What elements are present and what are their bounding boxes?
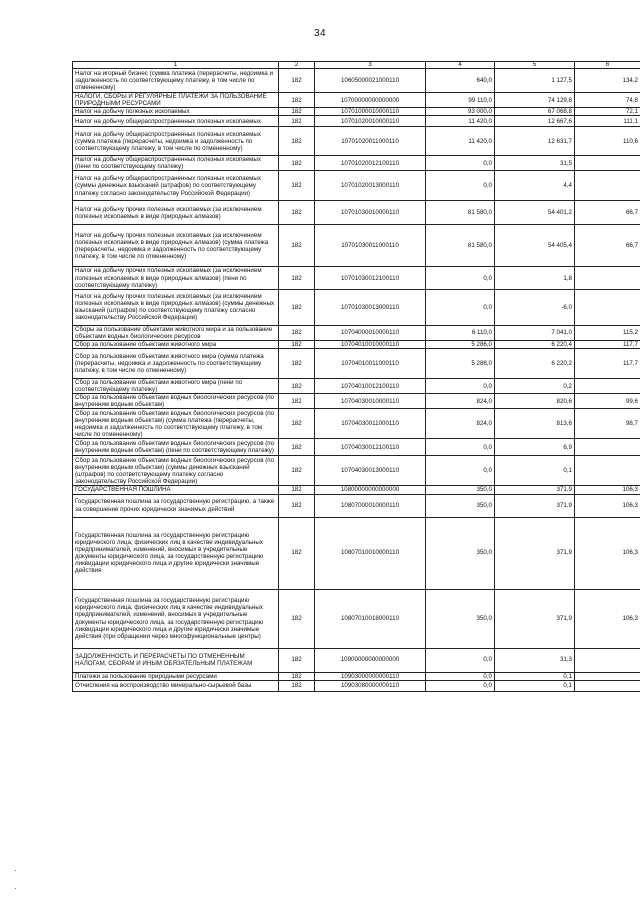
- row-percent-cell: 74,8: [575, 93, 640, 108]
- row-plan-value-cell: 640,0: [426, 69, 495, 93]
- row-budget-code-cell: 10704000010000110: [315, 325, 426, 340]
- row-actual-value-cell: 820,6: [495, 394, 575, 409]
- row-name-cell: Государственная пошлина за государственную регистрацию, а также за совершение прочих юридически значимых действий: [73, 494, 279, 517]
- row-admin-code-cell: 182: [279, 93, 315, 108]
- row-admin-code-cell: 182: [279, 201, 315, 225]
- row-name-cell: Государственная пошлина за государственную регистрацию юридического лица, физических лиц в качестве индивидуальных предпринимателей, изменений, вносимых в учредительные документы юридического лица, за государственную регистрацию ликвидации юридического лица и другие юридически значимые действия (при обращении через многофункциональные центры): [73, 589, 279, 648]
- row-actual-value-cell: 4,4: [495, 171, 575, 201]
- row-percent-cell: [575, 680, 640, 691]
- row-percent-cell: [575, 171, 640, 201]
- table-row: [73, 486, 640, 494]
- table-row: [73, 156, 640, 171]
- row-budget-code-cell: 10807010010000110: [315, 517, 426, 589]
- row-actual-value-cell: 0,1: [495, 680, 575, 691]
- table-header-row: [73, 62, 640, 69]
- row-admin-code-cell: 182: [279, 116, 315, 127]
- row-admin-code-cell: 182: [279, 409, 315, 439]
- row-budget-code-cell: 10605000021000110: [315, 69, 426, 93]
- row-budget-code-cell: 10900000000000000: [315, 648, 426, 672]
- row-name-cell: ЗАДОЛЖЕННОСТЬ И ПЕРЕРАСЧЕТЫ ПО ОТМЕНЕННЫМ НАЛОГАМ, СБОРАМ И ИНЫМ ОБЯЗАТЕЛЬНЫМ ПЛАТЕЖАМ: [73, 648, 279, 672]
- row-admin-code-cell: 182: [279, 289, 315, 325]
- row-plan-value-cell: 350,0: [426, 589, 495, 648]
- row-name-cell: Налог на добычу общераспространенных полезных ископаемых: [73, 116, 279, 127]
- row-budget-code-cell: 10701000010000110: [315, 108, 426, 116]
- table-row: [73, 289, 640, 325]
- row-plan-value-cell: 350,0: [426, 517, 495, 589]
- row-budget-code-cell: 10903000000000110: [315, 672, 426, 680]
- table-row: [73, 439, 640, 456]
- row-admin-code-cell: 182: [279, 486, 315, 494]
- table-row: [73, 69, 640, 93]
- row-plan-value-cell: 0,0: [426, 456, 495, 486]
- row-actual-value-cell: 7 041,0: [495, 325, 575, 340]
- row-budget-code-cell: 10701020012100110: [315, 156, 426, 171]
- row-name-cell: Налог на добычу общераспространенных полезных ископаемых (пени по соответствующему платежу): [73, 156, 279, 171]
- row-admin-code-cell: 182: [279, 340, 315, 348]
- row-name-cell: Налог на игорный бизнес (сумма платежа (перерасчеты, недоимка и задолженность по соответствующему платежу, в том числе по отмененному): [73, 69, 279, 93]
- table-row: [73, 171, 640, 201]
- row-name-cell: Сбор за пользование объектами водных биологических ресурсов (по внутренним водным объектам): [73, 394, 279, 409]
- row-name-cell: Налог на добычу общераспространенных полезных ископаемых (суммы денежных взысканий (штрафов) по соответствующему платежу согласно законодательству Российской Федерации): [73, 171, 279, 201]
- row-budget-code-cell: 10704030013000110: [315, 456, 426, 486]
- row-plan-value-cell: 5 286,0: [426, 349, 495, 379]
- table-row: [73, 589, 640, 648]
- row-percent-cell: [575, 267, 640, 289]
- row-plan-value-cell: 0,0: [426, 156, 495, 171]
- row-admin-code-cell: 182: [279, 672, 315, 680]
- row-percent-cell: 110,6: [575, 127, 640, 156]
- row-admin-code-cell: 182: [279, 589, 315, 648]
- row-budget-code-cell: 10800000000000000: [315, 486, 426, 494]
- row-percent-cell: [575, 156, 640, 171]
- row-name-cell: Отчисления на воспроизводство минерально-сырьевой базы: [73, 680, 279, 691]
- row-budget-code-cell: 10807010018000110: [315, 589, 426, 648]
- row-budget-code-cell: 10701030013000110: [315, 289, 426, 325]
- row-admin-code-cell: 182: [279, 69, 315, 93]
- row-admin-code-cell: 182: [279, 225, 315, 267]
- table-row: [73, 379, 640, 394]
- row-actual-value-cell: 74 129,8: [495, 93, 575, 108]
- row-plan-value-cell: 99 110,0: [426, 93, 495, 108]
- row-admin-code-cell: 182: [279, 349, 315, 379]
- row-budget-code-cell: 10807000010000110: [315, 494, 426, 517]
- row-actual-value-cell: 371,9: [495, 589, 575, 648]
- table-row: [73, 267, 640, 289]
- row-admin-code-cell: 182: [279, 494, 315, 517]
- row-percent-cell: 106,3: [575, 486, 640, 494]
- row-budget-code-cell: 10704010010000110: [315, 340, 426, 348]
- row-percent-cell: [575, 672, 640, 680]
- row-plan-value-cell: 0,0: [426, 680, 495, 691]
- row-budget-code-cell: 10701020013000110: [315, 171, 426, 201]
- row-plan-value-cell: 350,0: [426, 494, 495, 517]
- row-name-cell: Налог на добычу полезных ископаемых: [73, 108, 279, 116]
- table-row: [73, 340, 640, 348]
- row-percent-cell: 117,7: [575, 340, 640, 348]
- row-name-cell: Сборы за пользование объектами животного мира и за пользование объектами водных биологических ресурсов: [73, 325, 279, 340]
- row-actual-value-cell: 31,5: [495, 156, 575, 171]
- row-budget-code-cell: 10704010012100110: [315, 379, 426, 394]
- row-name-cell: НАЛОГИ, СБОРЫ И РЕГУЛЯРНЫЕ ПЛАТЕЖИ ЗА ПОЛЬЗОВАНИЕ ПРИРОДНЫМИ РЕСУРСАМИ: [73, 93, 279, 108]
- row-admin-code-cell: 182: [279, 439, 315, 456]
- row-plan-value-cell: 824,0: [426, 409, 495, 439]
- table-row: [73, 409, 640, 439]
- row-actual-value-cell: 67 068,8: [495, 108, 575, 116]
- row-budget-code-cell: 10704030012100110: [315, 439, 426, 456]
- row-admin-code-cell: 182: [279, 267, 315, 289]
- row-actual-value-cell: 0,2: [495, 379, 575, 394]
- row-percent-cell: [575, 456, 640, 486]
- row-percent-cell: 66,7: [575, 225, 640, 267]
- row-actual-value-cell: 54 405,4: [495, 225, 575, 267]
- table-row: [73, 394, 640, 409]
- row-budget-code-cell: 10701020011000110: [315, 127, 426, 156]
- table-row: [73, 108, 640, 116]
- row-actual-value-cell: 0,1: [495, 672, 575, 680]
- row-budget-code-cell: 10704010011000110: [315, 349, 426, 379]
- row-plan-value-cell: 5 286,0: [426, 340, 495, 348]
- row-plan-value-cell: 11 420,0: [426, 127, 495, 156]
- table-row: [73, 456, 640, 486]
- row-admin-code-cell: 182: [279, 394, 315, 409]
- row-admin-code-cell: 182: [279, 680, 315, 691]
- row-admin-code-cell: 182: [279, 156, 315, 171]
- row-actual-value-cell: 12 667,6: [495, 116, 575, 127]
- row-plan-value-cell: 93 000,0: [426, 108, 495, 116]
- row-actual-value-cell: 6 220,2: [495, 349, 575, 379]
- table-row: [73, 648, 640, 672]
- row-percent-cell: 134,2: [575, 69, 640, 93]
- row-plan-value-cell: 0,0: [426, 672, 495, 680]
- row-percent-cell: [575, 379, 640, 394]
- row-admin-code-cell: 182: [279, 171, 315, 201]
- row-budget-code-cell: 10701030011000110: [315, 225, 426, 267]
- row-percent-cell: 111,1: [575, 116, 640, 127]
- row-name-cell: Сбор за пользование объектами животного мира (пени по соответствующему платежу): [73, 379, 279, 394]
- table-row: [73, 494, 640, 517]
- row-plan-value-cell: 6 110,0: [426, 325, 495, 340]
- row-actual-value-cell: 31,3: [495, 648, 575, 672]
- row-plan-value-cell: 0,0: [426, 289, 495, 325]
- row-name-cell: Сбор за пользование объектами водных биологических ресурсов (по внутренним водным объектам) (сумма платежа (перерасчеты, недоимка и задолженность по соответствующему платежу, в том числе по отмененному): [73, 409, 279, 439]
- row-budget-code-cell: 10903080000000110: [315, 680, 426, 691]
- row-percent-cell: [575, 289, 640, 325]
- row-actual-value-cell: 371,9: [495, 486, 575, 494]
- margin-dot: ·: [14, 884, 17, 893]
- row-actual-value-cell: 6,9: [495, 439, 575, 456]
- row-name-cell: Налог на добычу прочих полезных ископаемых (за исключением полезных ископаемых в виде природных алмазов) (суммы денежных взысканий (штрафов) по соответствующему платежу согласно законодательству Российской Федерации): [73, 289, 279, 325]
- table-row: [73, 225, 640, 267]
- row-name-cell: ГОСУДАРСТВЕННАЯ ПОШЛИНА: [73, 486, 279, 494]
- row-percent-cell: 106,3: [575, 517, 640, 589]
- row-actual-value-cell: 371,9: [495, 517, 575, 589]
- row-actual-value-cell: 12 631,7: [495, 127, 575, 156]
- row-budget-code-cell: 10701030010000110: [315, 201, 426, 225]
- column-header: 2: [279, 62, 315, 69]
- row-name-cell: Налог на добычу прочих полезных ископаемых (за исключением полезных ископаемых в виде природных алмазов) (сумма платежа (перерасчеты, недоимка и задолженность по соответствующему платежу, в том числе по отмененному): [73, 225, 279, 267]
- row-percent-cell: 98,7: [575, 409, 640, 439]
- column-header: 5: [495, 62, 575, 69]
- table-row: [73, 325, 640, 340]
- row-name-cell: Сбор за пользование объектами животного мира (сумма платежа (перерасчеты, недоимка и задолженность по соответствующему платежу, в том числе по отмененному): [73, 349, 279, 379]
- row-admin-code-cell: 182: [279, 127, 315, 156]
- row-budget-code-cell: 10704030011000110: [315, 409, 426, 439]
- row-plan-value-cell: 0,0: [426, 439, 495, 456]
- row-plan-value-cell: 81 580,0: [426, 201, 495, 225]
- table-row: [73, 201, 640, 225]
- row-actual-value-cell: -6,0: [495, 289, 575, 325]
- row-percent-cell: 115,2: [575, 325, 640, 340]
- row-plan-value-cell: 81 580,0: [426, 225, 495, 267]
- row-actual-value-cell: 6 220,4: [495, 340, 575, 348]
- table-row: [73, 127, 640, 156]
- row-name-cell: Сбор за пользование объектами водных биологических ресурсов (по внутренним водным объектам) (суммы денежных взысканий (штрафов) по соответствующему платежу согласно законодательству Российской Федерации): [73, 456, 279, 486]
- row-admin-code-cell: 182: [279, 517, 315, 589]
- row-name-cell: Налог на добычу общераспространенных полезных ископаемых (сумма платежа (перерасчеты, недоимка и задолженность по соответствующему платежу, в том числе по отмененному): [73, 127, 279, 156]
- row-actual-value-cell: 1 127,5: [495, 69, 575, 93]
- row-percent-cell: 106,3: [575, 494, 640, 517]
- row-plan-value-cell: 824,0: [426, 394, 495, 409]
- table-row: [73, 93, 640, 108]
- table-row: [73, 349, 640, 379]
- margin-dot: ·: [14, 866, 17, 875]
- row-name-cell: Сбор за пользование объектами животного мира: [73, 340, 279, 348]
- row-percent-cell: 66,7: [575, 201, 640, 225]
- row-admin-code-cell: 182: [279, 108, 315, 116]
- revenue-table: [72, 61, 640, 692]
- column-header: 4: [426, 62, 495, 69]
- row-actual-value-cell: 54 401,2: [495, 201, 575, 225]
- row-percent-cell: 117,7: [575, 349, 640, 379]
- row-percent-cell: 106,3: [575, 589, 640, 648]
- table-row: [73, 517, 640, 589]
- row-percent-cell: 72,1: [575, 108, 640, 116]
- row-plan-value-cell: 0,0: [426, 171, 495, 201]
- page-number: 34: [313, 28, 327, 39]
- row-admin-code-cell: 182: [279, 648, 315, 672]
- row-name-cell: Сбор за пользование объектами водных биологических ресурсов (по внутренним водным объектам) (пени по соответствующему платежу): [73, 439, 279, 456]
- table-row: [73, 116, 640, 127]
- row-name-cell: Государственная пошлина за государственную регистрацию юридического лица, физических лиц в качестве индивидуальных предпринимателей, изменений, вносимых в учредительные документы юридического лица, за государственную регистрацию ликвидации юридического лица и другие юридически значимые действия: [73, 517, 279, 589]
- row-budget-code-cell: 10700000000000000: [315, 93, 426, 108]
- column-header: 1: [73, 62, 279, 69]
- row-plan-value-cell: 350,0: [426, 486, 495, 494]
- row-percent-cell: [575, 439, 640, 456]
- row-budget-code-cell: 10701030012100110: [315, 267, 426, 289]
- table-row: [73, 672, 640, 680]
- row-actual-value-cell: 371,9: [495, 494, 575, 517]
- row-actual-value-cell: 0,1: [495, 456, 575, 486]
- row-admin-code-cell: 182: [279, 379, 315, 394]
- row-plan-value-cell: 0,0: [426, 379, 495, 394]
- row-percent-cell: [575, 648, 640, 672]
- row-plan-value-cell: 0,0: [426, 267, 495, 289]
- row-plan-value-cell: 11 420,0: [426, 116, 495, 127]
- row-name-cell: Налог на добычу прочих полезных ископаемых (за исключением полезных ископаемых в виде природных алмазов): [73, 201, 279, 225]
- table-row: [73, 680, 640, 691]
- row-plan-value-cell: 0,0: [426, 648, 495, 672]
- row-admin-code-cell: 182: [279, 325, 315, 340]
- row-admin-code-cell: 182: [279, 456, 315, 486]
- row-actual-value-cell: 1,8: [495, 267, 575, 289]
- row-name-cell: Налог на добычу прочих полезных ископаемых (за исключением полезных ископаемых в виде природных алмазов) (пени по соответствующему платежу): [73, 267, 279, 289]
- column-header: 6: [575, 62, 640, 69]
- row-name-cell: Платежи за пользование природными ресурсами: [73, 672, 279, 680]
- row-budget-code-cell: 10704030010000110: [315, 394, 426, 409]
- row-budget-code-cell: 10701020010000110: [315, 116, 426, 127]
- column-header: 3: [315, 62, 426, 69]
- row-percent-cell: 99,6: [575, 394, 640, 409]
- row-actual-value-cell: 813,6: [495, 409, 575, 439]
